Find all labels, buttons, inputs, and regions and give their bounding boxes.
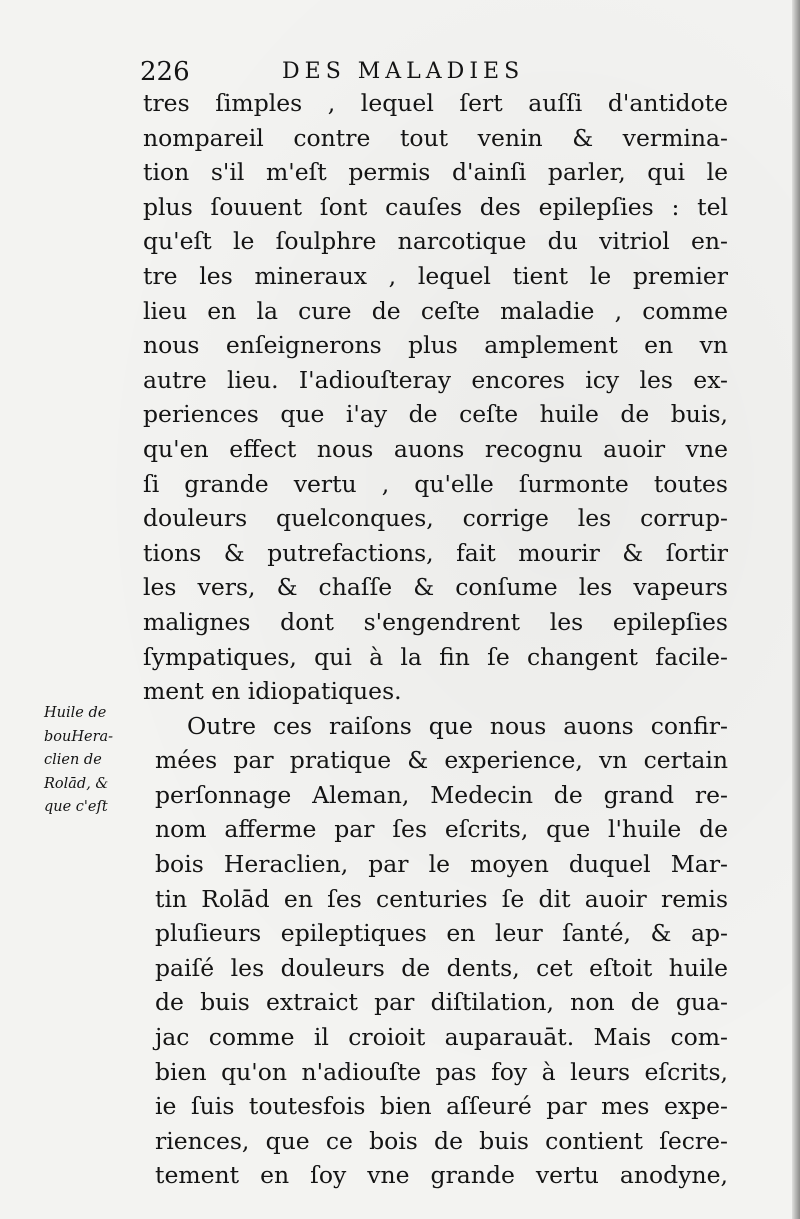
text-line: ie ſuis toutesfois bien aſſeuré par mes expe- (155, 1092, 728, 1121)
text-line: lieu en la cure de ceſte maladie , comme (143, 296, 728, 325)
text-line: Outre ces raiſons que nous auons confir- (187, 711, 728, 740)
text-line: pluſieurs epileptiques en leur ſanté, & ap- (155, 919, 728, 948)
text-line: periences que i'ay de ceſte huile de buis, (143, 400, 728, 429)
text-line: paiſé les douleurs de dents, cet eſtoit huile (155, 953, 728, 982)
text-line: tions & putrefactions, fait mourir & ſortir (143, 538, 728, 567)
text-line: nous enſeignerons plus amplement en vn (143, 331, 728, 360)
text-line: tion s'il m'eſt permis d'ainſi parler, qui le (143, 158, 728, 187)
body-text (143, 86, 728, 1193)
text-line: douleurs quelconques, corrige les corrup- (143, 504, 728, 533)
marginal-note-line: Rolād, & (44, 775, 109, 792)
marginal-note-line: clien de (44, 752, 102, 768)
text-line: ſi grande vertu , qu'elle ſurmonte toutes (143, 469, 728, 498)
text-line: jac comme il croioit auparauāt. Mais com- (155, 1023, 728, 1052)
marginal-note-line: Huile de (44, 705, 107, 721)
text-line: nom afferme par ſes eſcrits, que l'huile de (155, 815, 728, 844)
text-line: qu'eſt le ſoulphre narcotique du vitriol en- (143, 227, 728, 256)
text-line: qu'en effect nous auons recognu auoir vne (143, 434, 728, 463)
text-line: malignes dont s'engendrent les epilepſies (143, 607, 728, 636)
text-line: riences, que ce bois de buis contient ſecre- (155, 1126, 728, 1155)
text-line: autre lieu. I'adiouſteray encores icy les ex- (143, 365, 728, 394)
text-line: plus ſouuent ſont cauſes des epilepſies : tel (143, 192, 728, 221)
text-line: ment en idiopatiques. (143, 677, 402, 706)
running-head: DES MALADIES (282, 59, 525, 84)
page-edge (792, 0, 800, 1219)
marginal-note (44, 702, 144, 820)
text-line: ſympatiques, qui à la fin ſe changent facile- (143, 642, 728, 671)
text-line: nompareil contre tout venin & vermina- (143, 123, 728, 152)
text-line: tement en ſoy vne grande vertu anodyne, (155, 1161, 728, 1190)
text-line: tin Rolād en ſes centuries ſe dit auoir remis (155, 884, 728, 913)
text-line: tre les mineraux , lequel tient le premier (143, 261, 728, 290)
text-line: perſonnage Aleman, Medecin de grand re- (155, 780, 728, 809)
text-line: mées par pratique & experience, vn certain (155, 746, 728, 775)
text-line: les vers, & chaſſe & conſume les vapeurs (143, 573, 728, 602)
text-line: tres ſimples , lequel ſert auſſi d'antidote (143, 89, 728, 117)
text-line: bois Heraclien, par le moyen duquel Mar- (155, 850, 728, 879)
page-number: 226 (140, 57, 190, 87)
marginal-note-line: que c'eſt (44, 799, 108, 815)
marginal-note-line: bouHera- (44, 728, 114, 745)
text-line: de buis extraict par diſtilation, non de gua- (155, 988, 728, 1017)
text-line: bien qu'on n'adiouſte pas foy à leurs eſcrits, (155, 1057, 728, 1086)
